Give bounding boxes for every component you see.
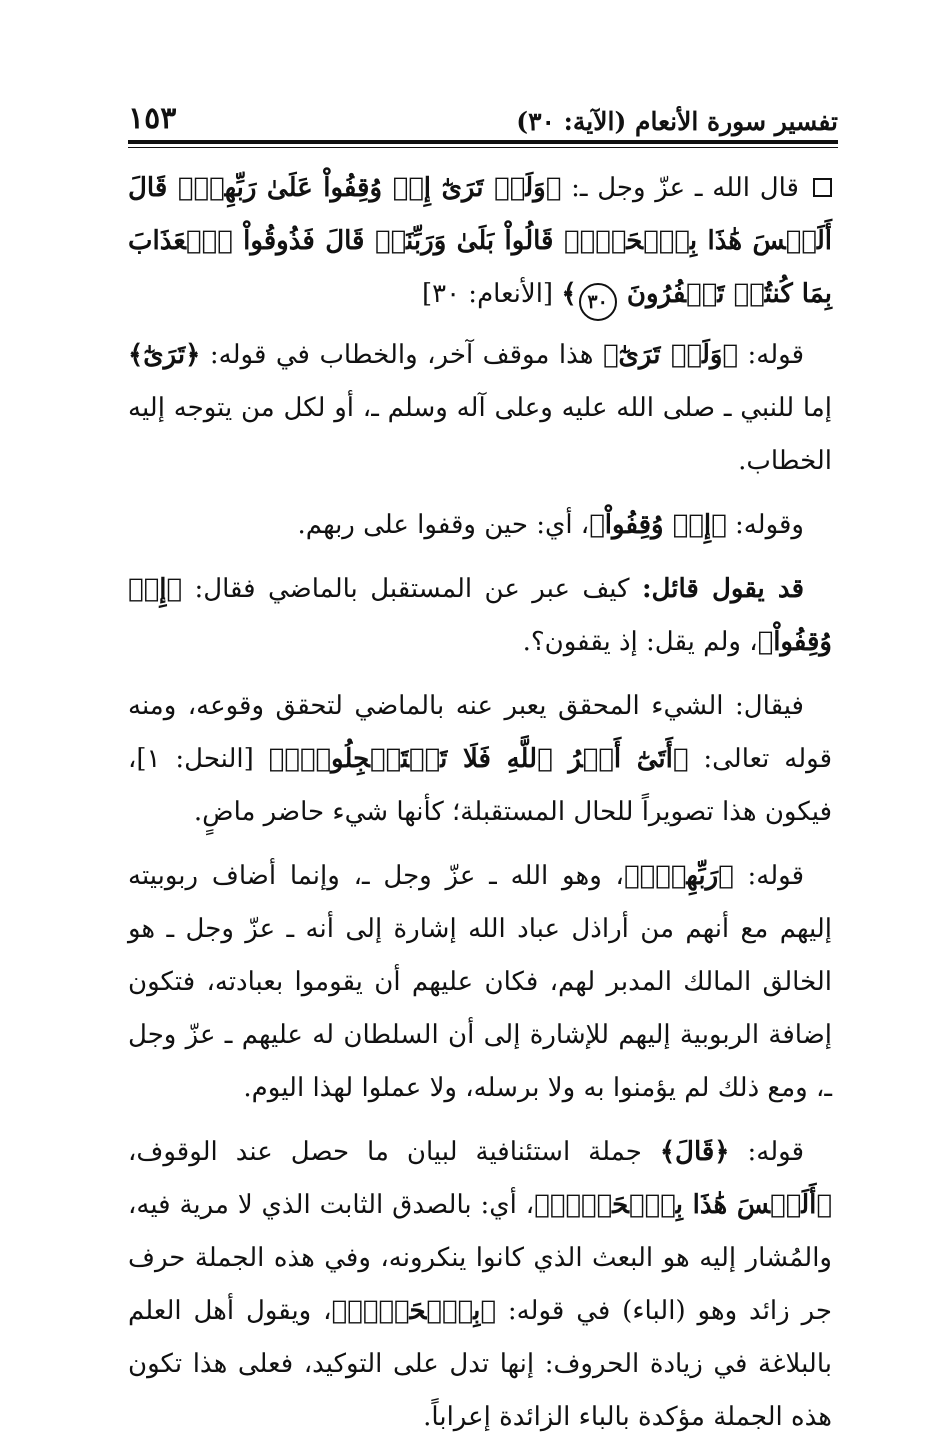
commentary-paragraph (128, 563, 832, 669)
paragraph-text: ، ويقول أهل العلم بالبلاغة في زيادة الحروف: إنها تدل على التوكيد، فعلى هذا تكون هذه الجملة مؤكدة بالباء الزائدة إعراباً. (128, 1296, 832, 1432)
quran-quote: ﴿رَبِّهِمۡۚ﴾ (623, 861, 734, 891)
verse-close-bracket: ﴾ (561, 279, 577, 309)
commentary (128, 329, 832, 1444)
square-bullet-icon (813, 178, 832, 197)
ayah-number-icon: ٣٠ (579, 283, 617, 321)
quran-verse: ﴿وَلَوۡ تَرَىٰٓ إِذۡ وُقِفُواْ عَلَىٰ رَبِّهِمۡۚ قَالَ أَلَيۡسَ هَٰذَا بِٱلۡحَقِّۚ قَالُواْ بَلَىٰ وَرَبِّنَاۚ قَالَ فَذُوقُواْ ٱلۡعَذَابَ بِمَا كُنتُمۡ تَكۡفُرُونَ (128, 173, 832, 309)
page-number: ١٥٣ (128, 101, 177, 136)
commentary-paragraph (128, 680, 832, 839)
page-body (128, 162, 832, 1455)
paragraph-text: قوله: (738, 340, 805, 370)
verse-citation: [الأنعام: ٣٠] (421, 279, 554, 309)
paragraph-text: جملة استئنافية لبيان ما حصل عند الوقوف، (128, 1137, 660, 1167)
paragraph-text: ، أي: حين وقفوا على ربهم. (297, 510, 590, 540)
paragraph-text: [النحل: ١]، فيكون هذا تصويراً للحال المستقبلة؛ كأنها شيء حاضر ماضٍ. (128, 744, 832, 827)
running-title: تفسير سورة الأنعام (الآية: ٣٠) (516, 107, 838, 136)
verse-quote-paragraph (128, 162, 832, 321)
quran-quote: ﴿وَلَوۡ تَرَىٰٓ﴾ (602, 340, 739, 370)
commentary-paragraph (128, 499, 832, 552)
quran-quote: ﴿إِذۡ وُقِفُواْ﴾ (589, 510, 727, 540)
paragraph-text: هذا موقف آخر، والخطاب في قوله: (200, 340, 603, 370)
quote-intro: قال الله ـ عزّ وجل ـ: (571, 173, 799, 203)
quran-quote: ﴿قَالَ﴾ (659, 1137, 730, 1167)
quran-quote: ﴿بِٱلۡحَقِّۚ﴾ (331, 1296, 496, 1326)
header-rule (128, 140, 838, 148)
paragraph-text: وقوله: (726, 510, 804, 540)
commentary-paragraph (128, 329, 832, 488)
paragraph-text: ، وهو الله ـ عزّ وجل ـ، وإنما أضاف ربوبيته إليهم مع أنهم من أراذل عباد الله إشارة إلى أنه ـ عزّ وجل ـ هو الخالق المالك المدبر لهم، فكان عليهم أن يقوموا بعبادته، فتكون إضافة الربوبية إليهم للإشارة إلى أن السلطان له عليهم ـ عزّ وجل ـ، ومع ذلك لم يؤمنوا به ولا برسله، ولا عملوا لهذا اليوم. (128, 861, 833, 1103)
paragraph-text: فيقال: الشيء المحقق يعبر عنه بالماضي لتحقق وقوعه، ومنه قوله تعالى: (128, 691, 832, 774)
commentary-paragraph (128, 1126, 832, 1444)
paragraph-text: ، ولم يقل: إذ يقفون؟. (522, 627, 758, 657)
commentary-paragraph (128, 850, 832, 1115)
quran-quote: ﴿إِذۡ وُقِفُواْ﴾ (128, 574, 832, 657)
quran-quote: ﴿تَرَىٰٓ﴾ (128, 340, 201, 370)
paragraph-text: إما للنبي ـ صلى الله عليه وعلى آله وسلم ـ، أو لكل من يتوجه إليه الخطاب. (128, 393, 832, 476)
paragraph-text: قوله: (733, 861, 805, 891)
page-header (128, 88, 838, 134)
question-lead: قد يقول قائل: (641, 574, 805, 604)
quran-quote: ﴿أَلَيۡسَ هَٰذَا بِٱلۡحَقِّۚ﴾ (534, 1190, 832, 1220)
quran-quote: ﴿أَتَىٰٓ أَمۡرُ ٱللَّهِ فَلَا تَسۡتَعۡجِلُوهُۚ﴾ (268, 744, 689, 774)
paragraph-text: كيف عبر عن المستقبل بالماضي فقال: (182, 574, 642, 604)
paragraph-text: ، أي: بالصدق الثابت الذي لا مرية فيه، والمُشار إليه هو البعث الذي كانوا ينكرونه، وفي هذه الجملة حرف جر زائد وهو (الباء) في قوله: (128, 1190, 832, 1326)
paragraph-text: قوله: (729, 1137, 804, 1167)
